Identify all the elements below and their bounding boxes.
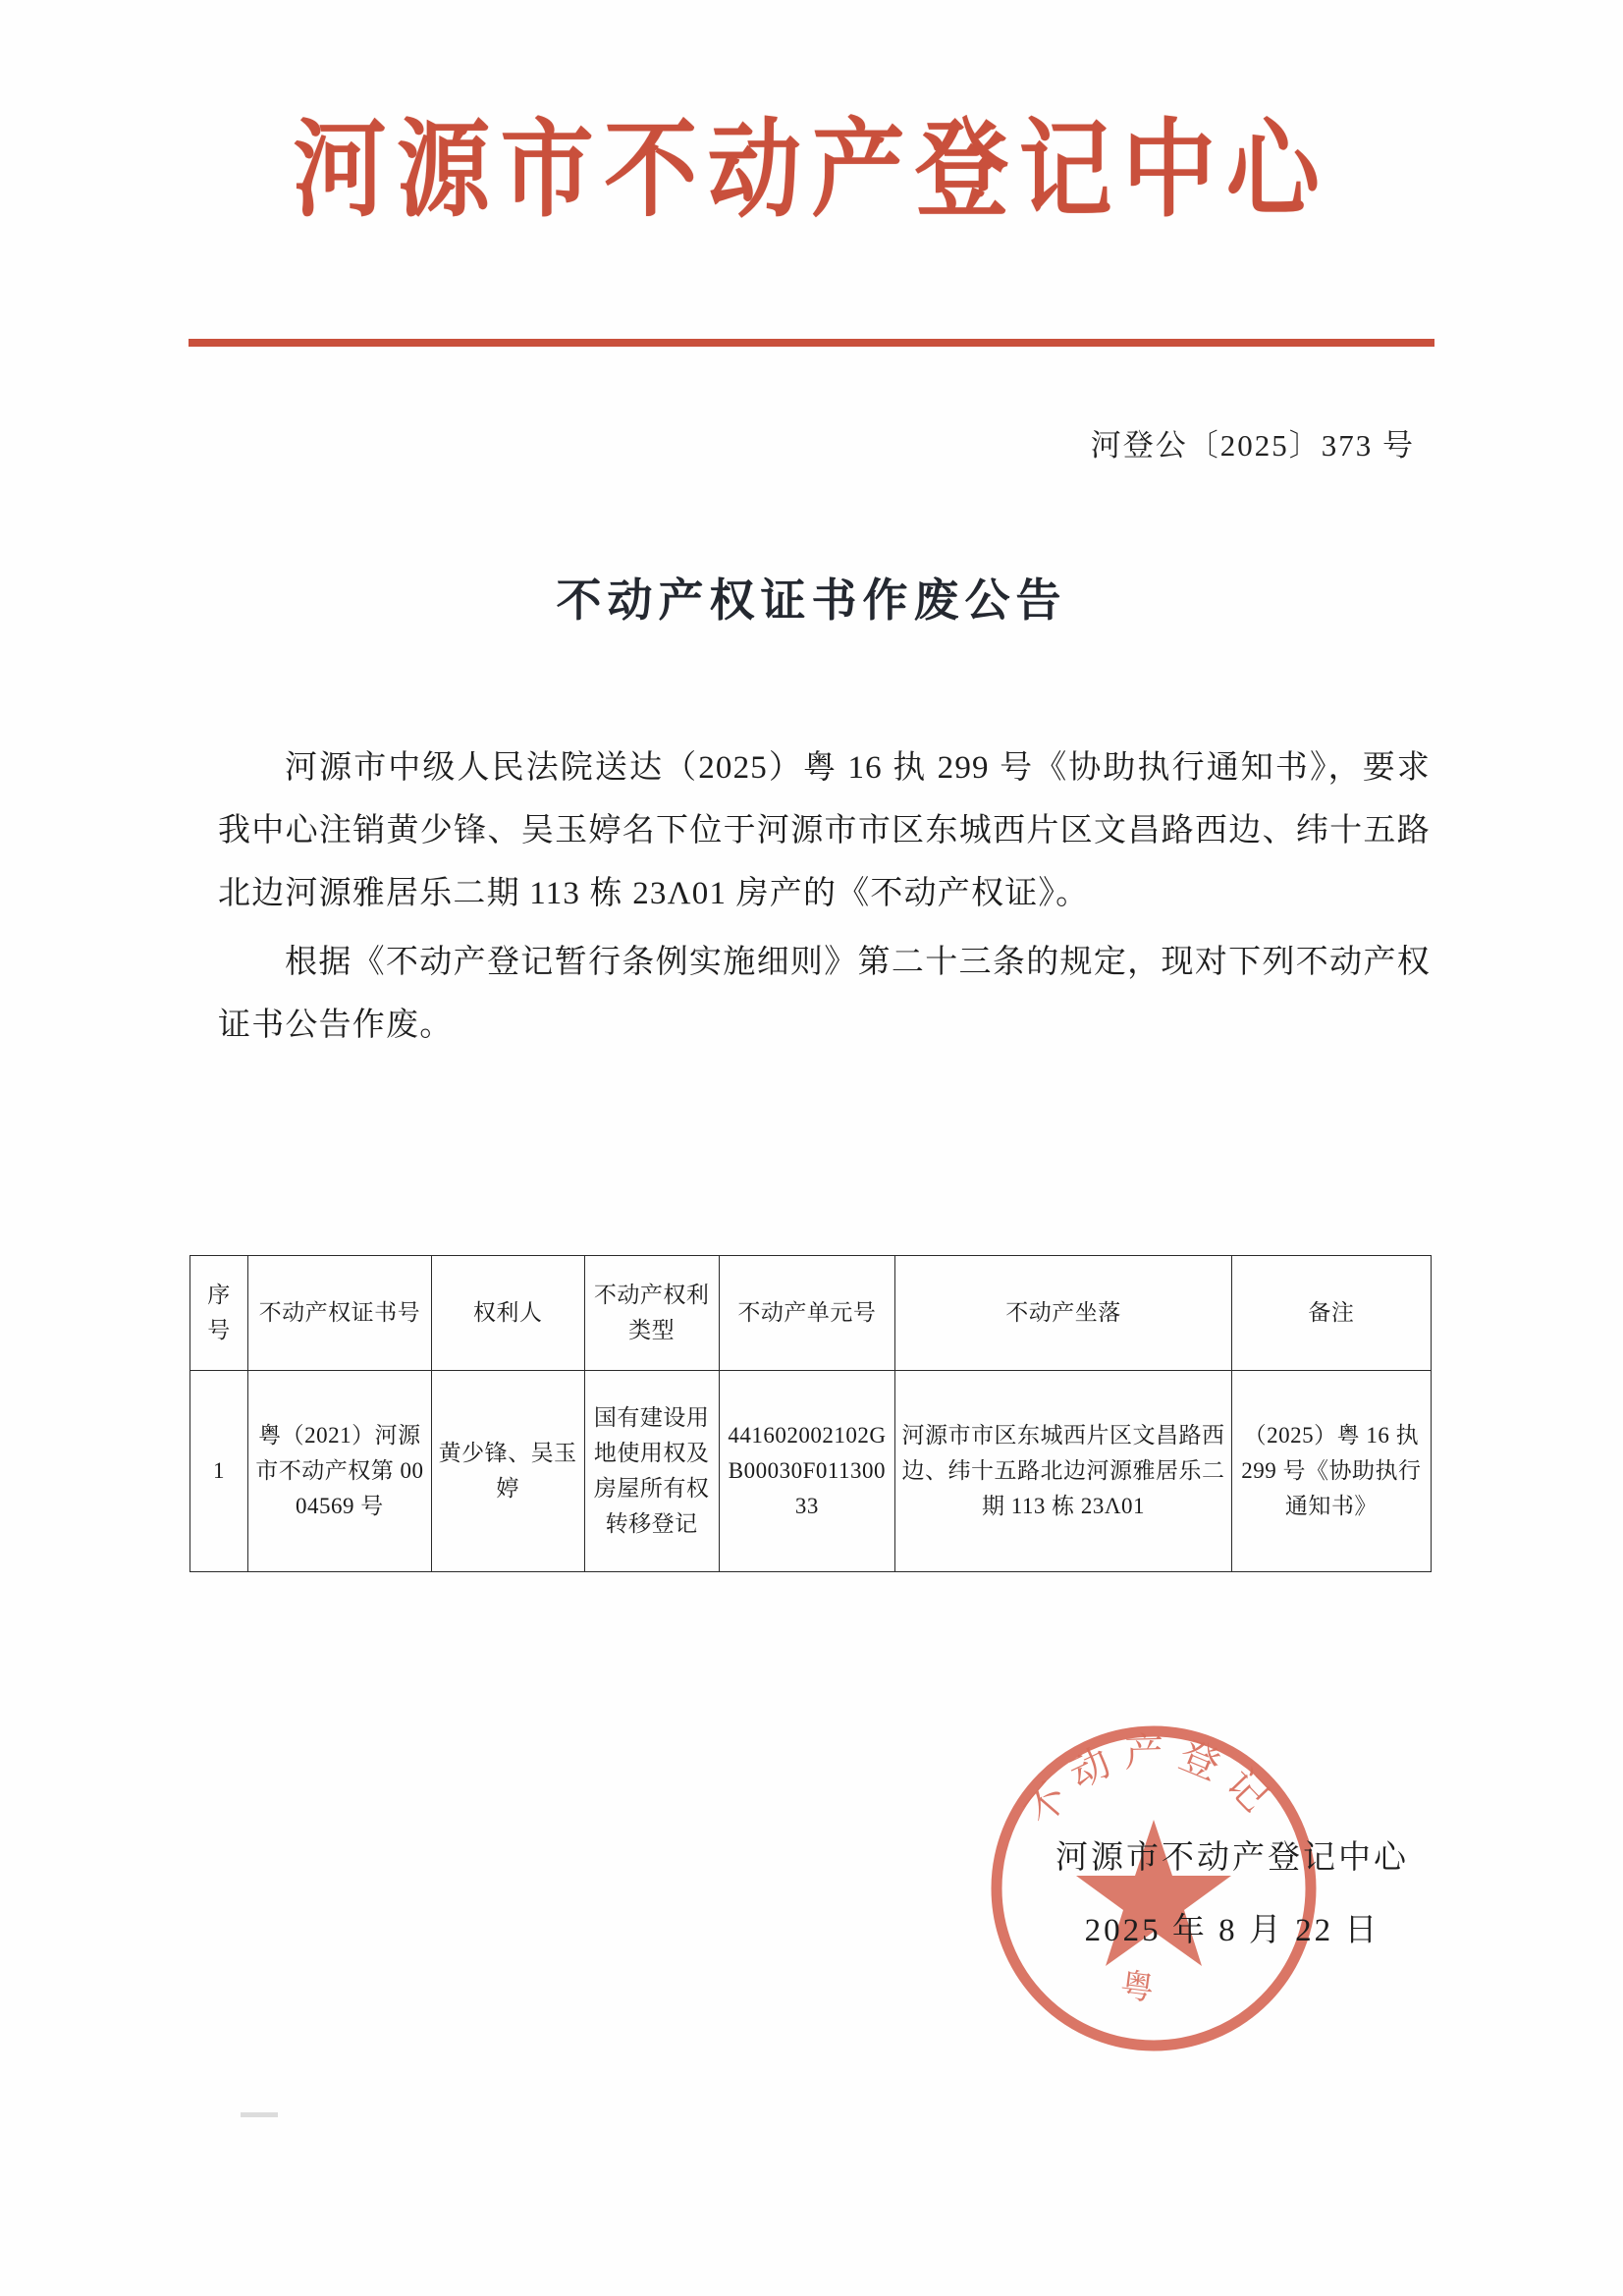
certificate-table-wrapper — [189, 1255, 1432, 1572]
table-row — [190, 1371, 1432, 1572]
cell-unit-no: 441602002102GB00030F01130033 — [719, 1371, 895, 1572]
signature-block — [1055, 1822, 1409, 1967]
svg-text:不动产登记: 不动产登记 — [1017, 1729, 1286, 1834]
table-header-cert-no: 不动产权证书号 — [248, 1256, 432, 1371]
table-header-location: 不动产坐落 — [895, 1256, 1232, 1371]
table-header-remark: 备注 — [1231, 1256, 1431, 1371]
table-header-right-type: 不动产权利类型 — [584, 1256, 719, 1371]
body-paragraph-2: 根据《不动产登记暂行条例实施细则》第二十三条的规定，现对下列不动产权证书公告作废。 — [218, 945, 1431, 1043]
cell-owner: 黄少锋、吴玉婷 — [431, 1371, 584, 1572]
scan-artifact — [241, 2112, 278, 2117]
table-header-unit-no: 不动产单元号 — [719, 1256, 895, 1371]
cell-remark: （2025）粤 16 执 299 号《协助执行通知书》 — [1231, 1371, 1431, 1572]
cell-seq: 1 — [190, 1371, 248, 1572]
body-paragraph-1: 河源市中级人民法院送达（2025）粤 16 执 299 号《协助执行通知书》，要求我中心注销黄少锋、吴玉婷名下位于河源市市区东城西片区文昌路西边、纬十五路北边河源雅居乐二期 113 栋 23Λ01 房产的《不动产权证》。 — [218, 750, 1431, 911]
table-header-row — [190, 1256, 1432, 1371]
cell-right-type: 国有建设用地使用权及房屋所有权转移登记 — [584, 1371, 719, 1572]
document-title: 不动产权证书作废公告 — [556, 575, 1067, 626]
masthead-title: 河源市不动产登记中心 — [293, 113, 1330, 230]
cell-cert-no: 粤（2021）河源市不动产权第 0004569 号 — [248, 1371, 432, 1572]
masthead-rule — [189, 339, 1434, 347]
document-number: 河登公〔2025〕373 号 — [1090, 428, 1415, 463]
cell-location: 河源市市区东城西片区文昌路西边、纬十五路北边河源雅居乐二期 113 栋 23Λ01 — [895, 1371, 1232, 1572]
masthead — [0, 113, 1623, 230]
body-content — [218, 737, 1431, 1063]
table-header-owner: 权利人 — [431, 1256, 584, 1371]
table-header-seq: 序号 — [190, 1256, 248, 1371]
signature-date: 2025 年 8 月 22 日 — [1084, 1913, 1380, 1948]
certificate-table — [189, 1255, 1432, 1572]
svg-text:粤: 粤 — [1117, 1967, 1164, 2009]
signature-issuer: 河源市不动产登记中心 — [1055, 1840, 1409, 1876]
